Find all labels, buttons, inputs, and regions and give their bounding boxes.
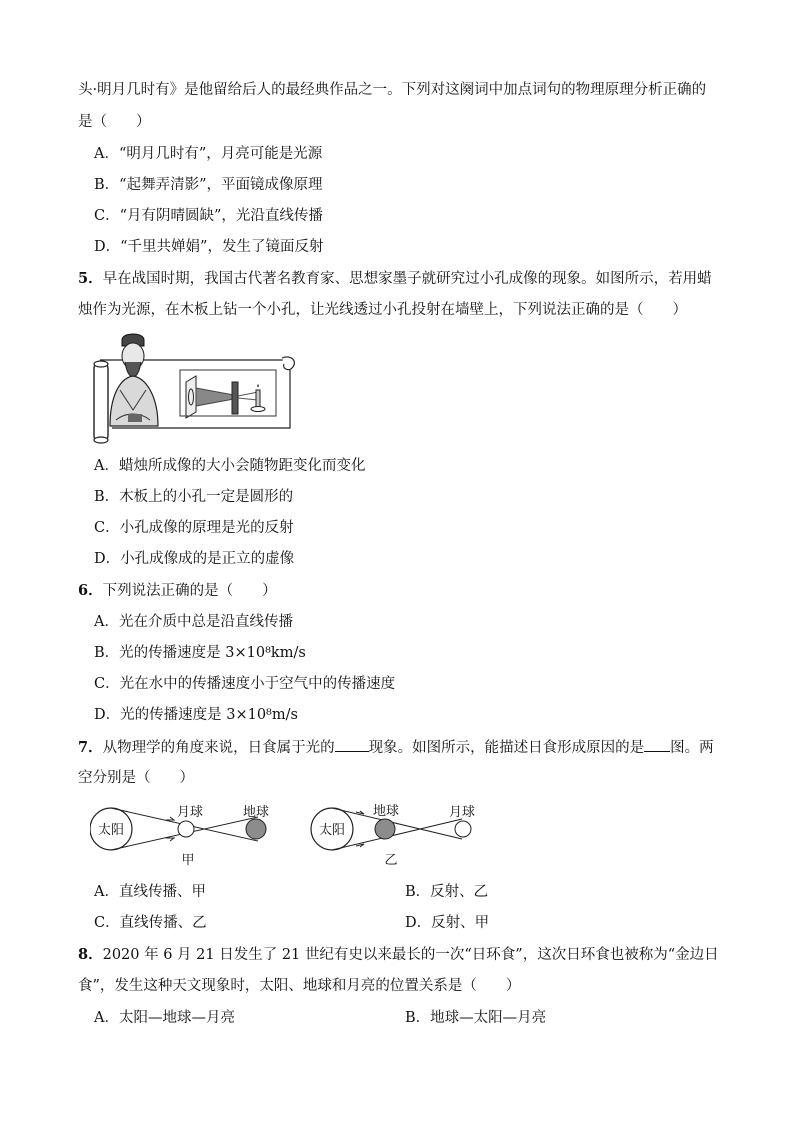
q7-blank-2[interactable]	[644, 737, 670, 752]
q4-option-c[interactable]: C．“月有阴晴圆缺”，光沿直线传播	[94, 208, 323, 224]
q8-stem-line-1	[78, 945, 719, 965]
intro-line-2: 是（ ）	[78, 114, 151, 130]
diagram-jia	[90, 804, 269, 868]
eclipse-diagrams	[90, 798, 490, 870]
q4-option-b[interactable]: B．“起舞弄清影”，平面镜成像原理	[94, 177, 323, 193]
q6-option-a[interactable]: A．光在介质中总是沿直线传播	[94, 614, 293, 630]
q6-option-c[interactable]: C．光在水中的传播速度小于空气中的传播速度	[94, 676, 396, 692]
q8-stem-line-2: 食”，发生这种天文现象时，太阳、地球和月亮的位置关系是（ ）	[78, 978, 521, 994]
moon-label-right: 月球	[448, 805, 476, 820]
q8-stem-text: 2020 年 6 月 21 日发生了 21 世纪有史以来最长的一次“日环食”，这次日环食也被称为“金边日	[102, 947, 719, 963]
q5-stem-line-2: 烛作为光源，在木板上钻一个小孔，让光线透过小孔投射在墙壁上，下列说法正确的是（ ）	[78, 302, 687, 318]
earth-circle-left	[246, 819, 266, 839]
earth-label-right: 地球	[372, 804, 400, 819]
q7-number: 7．	[78, 739, 103, 756]
q7-option-c[interactable]: C．直线传播、乙	[94, 915, 207, 931]
q7-option-d[interactable]: D．反射、甲	[405, 915, 490, 931]
earth-label-left: 地球	[242, 805, 270, 820]
q8-option-a[interactable]: A．太阳—地球—月亮	[94, 1010, 235, 1026]
q7-stem-part-1: 从物理学的角度来说，日食属于光的	[102, 740, 335, 756]
q7-stem-line-1	[78, 737, 714, 758]
q5-number: 5．	[78, 270, 103, 287]
q6-stem-text: 下列说法正确的是（ ）	[102, 583, 277, 599]
q5-option-a[interactable]: A．蜡烛所成像的大小会随物距变化而变化	[94, 458, 366, 474]
q4-option-d[interactable]: D．“千里共婵娟”，发生了镜面反射	[94, 239, 324, 255]
q5-option-b[interactable]: B．木板上的小孔一定是圆形的	[94, 489, 294, 505]
earth-circle-right	[375, 819, 395, 839]
q4-option-a[interactable]: A．“明月几时有”，月亮可能是光源	[94, 146, 323, 162]
q8-number: 8．	[78, 946, 103, 963]
q6-number: 6．	[78, 582, 103, 599]
q6-option-d[interactable]: D．光的传播速度是 3×10⁸m/s	[94, 707, 298, 723]
q8-option-b[interactable]: B．地球—太阳—月亮	[405, 1010, 547, 1026]
q7-stem-line-2: 空分别是（ ）	[78, 770, 194, 786]
moon-label-left: 月球	[176, 805, 204, 820]
intro-line-1: 头·明月几时有》是他留给后人的最经典作品之一。下列对这阕词中加点词句的物理原理分析正确的	[78, 82, 707, 98]
sun-label-right: 太阳	[318, 823, 346, 838]
q7-stem-part-3: 图。两	[670, 740, 714, 756]
caption-yi: 乙	[384, 853, 398, 868]
moon-circle-left	[178, 821, 194, 837]
q5-stem-text: 早在战国时期，我国古代著名教育家、思想家墨子就研究过小孔成像的现象。如图所示，若用蜡	[102, 271, 712, 287]
caption-jia: 甲	[181, 853, 195, 868]
moon-circle-right	[455, 821, 471, 837]
pinhole-illustration	[92, 330, 297, 445]
q7-blank-1[interactable]	[335, 737, 369, 752]
q6-stem	[78, 581, 277, 601]
q5-option-d[interactable]: D．小孔成像成的是正立的虚像	[94, 551, 295, 567]
sun-label-left: 太阳	[97, 823, 125, 838]
q5-stem-line-1	[78, 269, 712, 289]
q7-stem-part-2: 现象。如图所示，能描述日食形成原因的是	[368, 740, 645, 756]
q6-option-b[interactable]: B．光的传播速度是 3×10⁸km/s	[94, 645, 306, 661]
diagram-yi	[311, 803, 475, 868]
q7-option-a[interactable]: A．直线传播、甲	[94, 884, 206, 900]
q5-option-c[interactable]: C．小孔成像的原理是光的反射	[94, 520, 294, 536]
q7-option-b[interactable]: B．反射、乙	[405, 884, 489, 900]
